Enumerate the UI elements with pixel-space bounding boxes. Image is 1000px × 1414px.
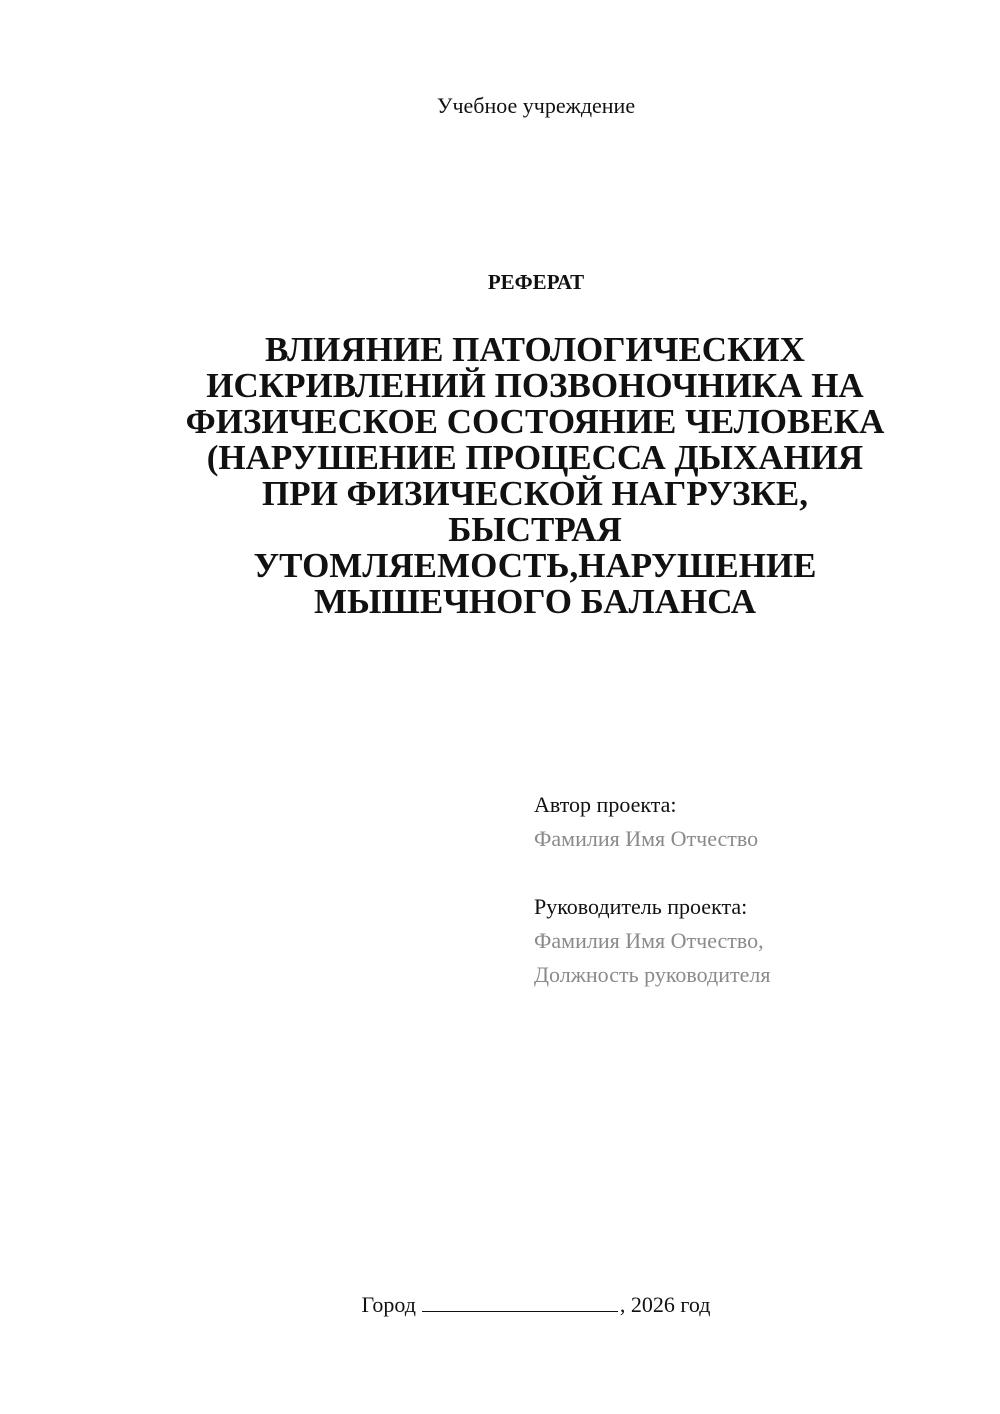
- author-label: Автор проекта:: [534, 792, 677, 817]
- title-line: БЫСТРАЯ: [448, 510, 622, 549]
- title-line: ИСКРИВЛЕНИЙ ПОЗВОНОЧНИКА НА: [206, 366, 864, 405]
- city-blank-line: [422, 1291, 618, 1312]
- title-line: ФИЗИЧЕСКОЕ СОСТОЯНИЕ ЧЕЛОВЕКА: [185, 402, 885, 441]
- title-line: (НАРУШЕНИЕ ПРОЦЕССА ДЫХАНИЯ: [206, 438, 864, 477]
- supervisor-position: Должность руководителя: [534, 962, 771, 987]
- title-line: МЫШЕЧНОГО БАЛАНСА: [313, 582, 757, 621]
- title-line: ВЛИЯНИЕ ПАТОЛОГИЧЕСКИХ: [265, 330, 805, 369]
- document-type-label: РЕФЕРАТ: [487, 270, 585, 294]
- title-line: ПРИ ФИЗИЧЕСКОЙ НАГРУЗКЕ,: [261, 474, 809, 513]
- author-name: Фамилия Имя Отчество: [534, 826, 759, 851]
- credits-block: [534, 788, 954, 992]
- footer-city-year: [0, 1290, 1000, 1320]
- year-text: , 2026 год: [619, 1292, 711, 1317]
- supervisor-label: Руководитель проекта:: [534, 894, 748, 919]
- supervisor-name: Фамилия Имя Отчество,: [534, 928, 764, 953]
- institution-name: Учебное учреждение: [436, 93, 636, 118]
- city-label: Город: [361, 1292, 416, 1317]
- credits-spacer: [534, 856, 954, 890]
- title-line: УТОМЛЯЕМОСТЬ,НАРУШЕНИЕ: [253, 546, 817, 585]
- document-title: [130, 332, 940, 620]
